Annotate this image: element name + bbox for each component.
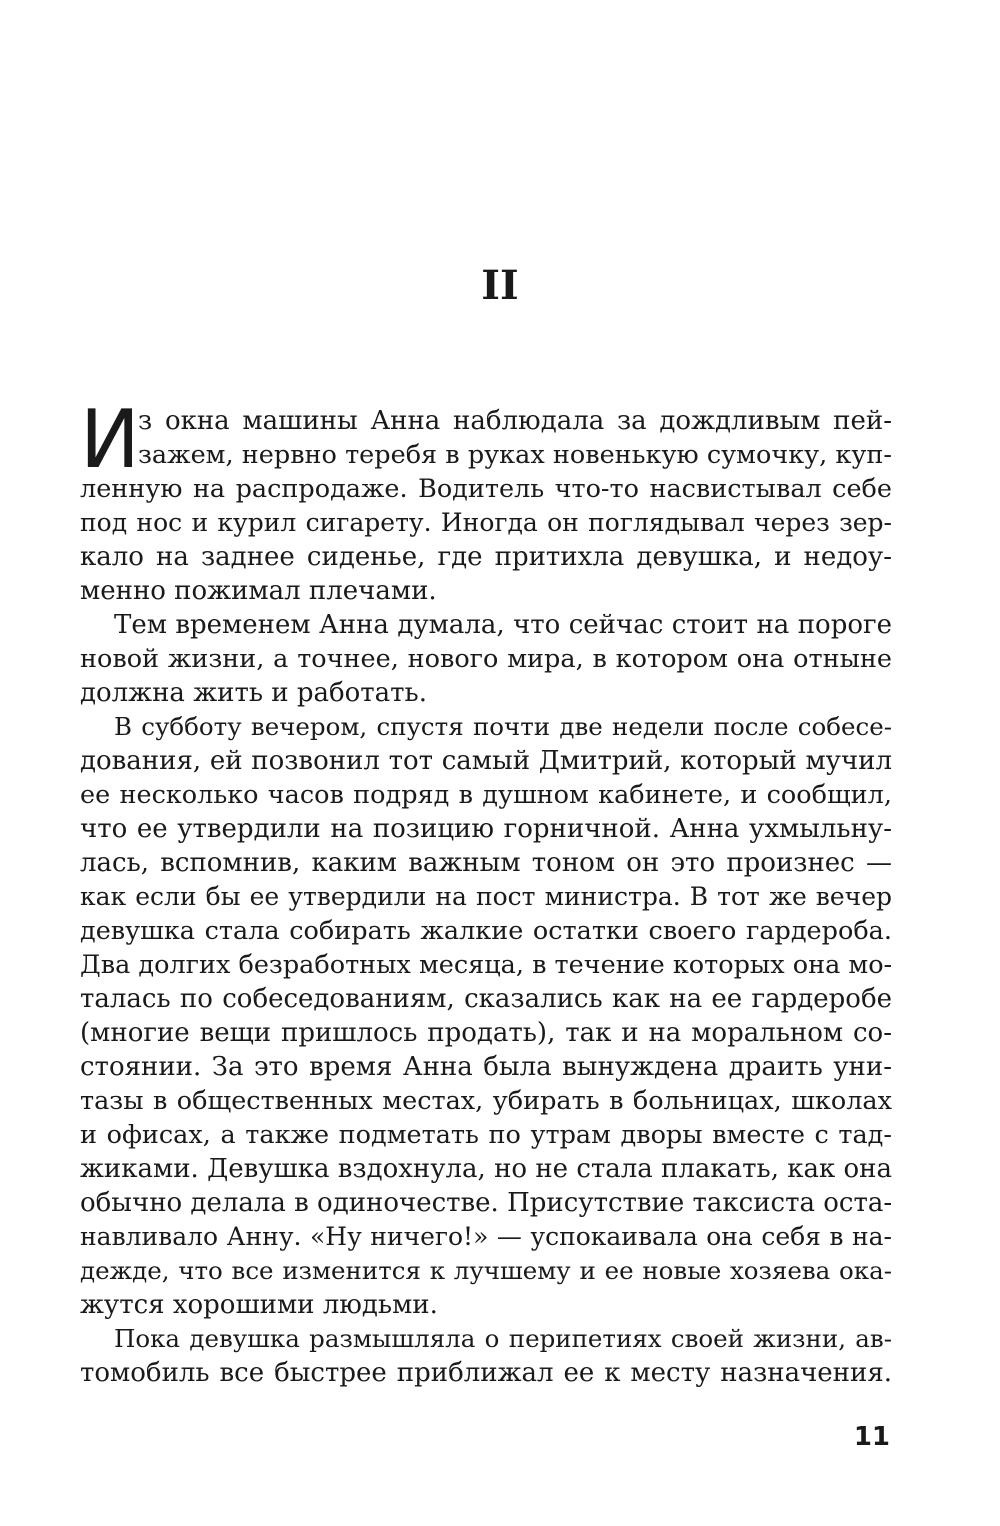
text-line: и офисах, а также подметать по утрам дворы вместе с тад-: [80, 1120, 892, 1150]
text-line: Тем временем Анна думала, что сейчас стоит на пороге: [114, 610, 892, 640]
text-line: кало на заднее сиденье, где притихла девушка, и недоу-: [80, 542, 892, 572]
text-line: Два долгих безработных месяца, в течение которых она мо-: [80, 950, 892, 980]
text-line: девушка стала собирать жалкие остатки своего гардероба.: [80, 916, 892, 946]
text-line: новой жизни, а точнее, нового мира, в котором она отныне: [80, 644, 892, 674]
text-line: менно пожимал плечами.: [80, 576, 437, 606]
text-line: В субботу вечером, спустя почти две недели после собесе-: [114, 712, 892, 741]
text-line: жиками. Девушка вздохнула, но не стала плакать, как она: [80, 1154, 892, 1184]
text-line: обычно делала в одиночестве. Присутствие таксиста оста-: [80, 1188, 892, 1218]
text-line: Пока девушка размышляла о перипетиях своей жизни, ав-: [114, 1324, 892, 1353]
text-line: дования, ей позвонил тот самый Дмитрий, который мучил: [80, 746, 892, 776]
text-line: навливало Анну. «Ну ничего!» — успокаивала она себя в на-: [80, 1222, 892, 1251]
text-line: ленную на распродаже. Водитель что-то насвистывал себе: [80, 474, 892, 504]
drop-cap: И: [80, 393, 140, 486]
text-line: з окна машины Анна наблюдала за дождливым пей-: [138, 406, 892, 436]
text-line: должна жить и работать.: [80, 678, 427, 708]
text-line: что ее утвердили на позицию горничной. Анна ухмыльну-: [80, 814, 892, 844]
page-number: 11: [853, 1422, 890, 1452]
text-line: дежде, что все изменится к лучшему и ее новые хозяева ока-: [80, 1256, 892, 1285]
text-line: томобиль все быстрее приближал ее к месту назначения.: [80, 1358, 892, 1388]
text-line: ее несколько часов подряд в душном кабинете, и сообщил,: [80, 780, 892, 810]
text-line: талась по собеседованиям, сказались как на ее гардеробе: [80, 984, 892, 1014]
text-line: жутся хорошими людьми.: [80, 1290, 438, 1320]
chapter-title: II: [481, 262, 519, 309]
text-line: стоянии. За это время Анна была вынуждена драить уни-: [80, 1052, 892, 1082]
text-line: тазы в общественных местах, убирать в больницах, школах: [80, 1086, 892, 1116]
text-line: лась, вспомнив, каким важным тоном он это произнес —: [80, 848, 892, 878]
body-text: [80, 393, 892, 1390]
text-line: зажем, нервно теребя в руках новенькую сумочку, куп-: [138, 440, 892, 470]
text-line: как если бы ее утвердили на пост министра. В тот же вечер: [80, 882, 892, 911]
text-line: под нос и курил сигарету. Иногда он поглядывал через зер-: [80, 508, 892, 537]
text-line: (многие вещи пришлось продать), так и на моральном со-: [80, 1018, 892, 1048]
